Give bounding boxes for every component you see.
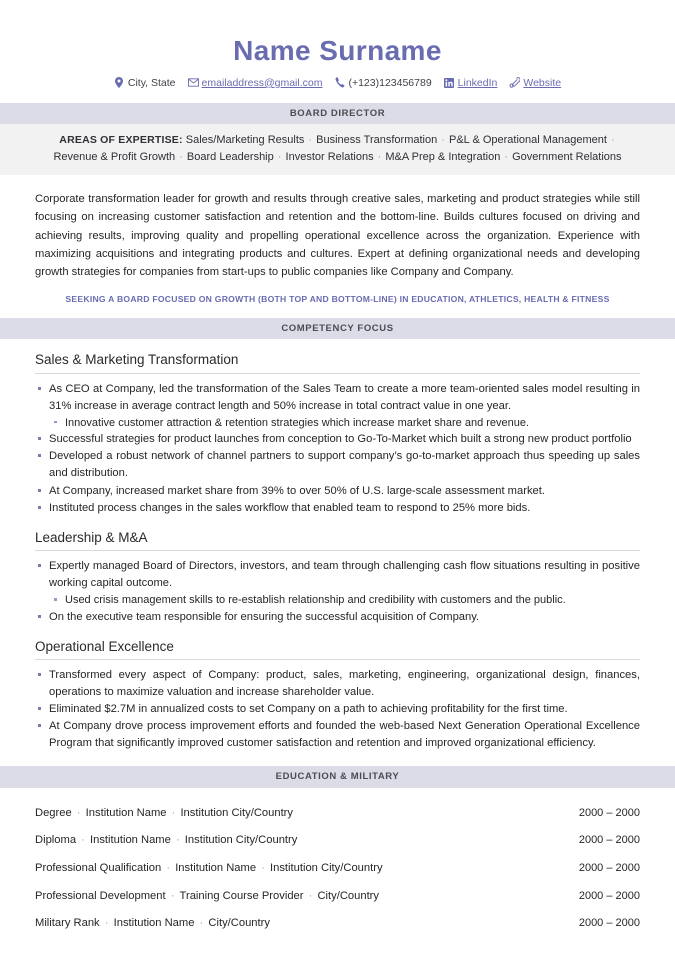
- education-part: City/Country: [208, 917, 270, 930]
- list-item: [35, 701, 640, 718]
- expertise-separator: ·: [438, 134, 448, 147]
- education-part: Institution Name: [113, 917, 195, 930]
- education-separator: ·: [73, 806, 84, 819]
- expertise-item: Investor Relations: [285, 151, 374, 164]
- competency-block-title: Operational Excellence: [35, 638, 640, 661]
- education-row: [35, 827, 640, 855]
- expertise-item: M&A Prep & Integration: [385, 151, 501, 164]
- expertise-item: Business Transformation: [316, 134, 438, 147]
- education-years: 2000 – 2000: [578, 889, 640, 902]
- list-item: [35, 667, 640, 701]
- expertise-separator: ·: [501, 151, 512, 164]
- competency-bullet-list: [35, 558, 640, 626]
- list-item: [35, 483, 640, 500]
- contact-text[interactable]: LinkedIn: [457, 76, 498, 89]
- list-item: [35, 558, 640, 609]
- list-item: [35, 431, 640, 448]
- education-military-bar: EDUCATION & MILITARY: [0, 766, 675, 787]
- objective-statement: SEEKING A BOARD FOCUSED ON GROWTH (BOTH TOP AND BOTTOM-LINE) IN EDUCATION, ATHLETICS, HEALTH & FITNESS: [65, 293, 610, 304]
- education-part: Institution Name: [85, 806, 167, 819]
- expertise-item: Revenue & Profit Growth: [53, 151, 176, 164]
- education-separator: ·: [101, 917, 112, 930]
- competency-block: [0, 638, 675, 753]
- competency-bullet-list: [35, 667, 640, 752]
- list-item: [35, 718, 640, 752]
- education-part: Institution Name: [90, 834, 171, 847]
- location-pin-icon: [114, 77, 125, 88]
- education-row: [35, 855, 640, 883]
- expertise-item: P&L & Operational Management: [449, 134, 607, 147]
- bullet-text: On the executive team responsible for ensuring the successful acquisition of Company.: [49, 610, 480, 623]
- page-title: Name Surname: [233, 35, 442, 66]
- expertise-separator: ·: [374, 151, 385, 164]
- education-years: 2000 – 2000: [578, 806, 640, 819]
- education-row: [35, 883, 640, 911]
- bullet-text: At Company, increased market share from 39% to over 50% of U.S. large-scale assessment market.: [49, 484, 545, 497]
- education-years: 2000 – 2000: [578, 917, 640, 930]
- education-row: [35, 910, 640, 938]
- education-row-details: [35, 889, 379, 905]
- bullet-text: Successful strategies for product launches from conception to Go-To-Market which built a strong new product portfolio: [49, 433, 632, 446]
- paperclip-link-icon: [509, 77, 520, 88]
- phone-icon: [334, 77, 345, 88]
- contact-item-envelope[interactable]: [188, 77, 323, 89]
- resume-header: [0, 0, 675, 89]
- bullet-text: Expertly managed Board of Directors, investors, and team through challenging cash flow situations resulting in positive working capital outcome.: [49, 560, 640, 590]
- contact-item-location-pin: [114, 77, 176, 89]
- expertise-item: Board Leadership: [186, 151, 274, 164]
- expertise-label: AREAS OF EXPERTISE:: [59, 134, 183, 147]
- list-item: [35, 609, 640, 626]
- education-separator: ·: [305, 889, 316, 902]
- list-item: [35, 448, 640, 482]
- education-separator: ·: [168, 806, 179, 819]
- contact-item-paperclip-link[interactable]: [509, 77, 561, 89]
- contact-text: City, State: [127, 76, 176, 89]
- bullet-text: Developed a robust network of channel partners to support company’s go-to-market approach thus speeding up sales and distribution.: [49, 450, 640, 480]
- sub-list-item: Used crisis management skills to re-establish relationship and credibility with customers and the public.: [49, 592, 640, 609]
- expertise-separator: ·: [607, 134, 615, 147]
- education-separator: ·: [78, 834, 88, 847]
- education-part: Institution City/Country: [270, 861, 383, 874]
- education-separator: ·: [196, 917, 207, 930]
- competency-block: [0, 351, 675, 516]
- sub-list-item: Innovative customer attraction & retention strategies which increase market share and revenue.: [49, 415, 640, 432]
- competency-bullet-list: [35, 381, 640, 517]
- education-row-details: [35, 861, 383, 877]
- education-part: Professional Development: [35, 889, 166, 902]
- education-separator: ·: [167, 889, 178, 902]
- competency-block-title: Leadership & M&A: [35, 529, 640, 552]
- contact-item-phone: [334, 77, 431, 89]
- job-title-bar: BOARD DIRECTOR: [0, 103, 675, 124]
- expertise-separator: ·: [274, 151, 285, 164]
- education-row-details: [35, 916, 270, 932]
- bullet-text: Eliminated $2.7M in annualized costs to set Company on a path to achieving profitability for the first time.: [49, 703, 568, 716]
- linkedin-icon: [444, 77, 455, 88]
- education-row: [35, 800, 640, 828]
- education-part: Professional Qualification: [35, 861, 162, 874]
- education-part: Training Course Provider: [179, 889, 304, 902]
- competency-block: [0, 529, 675, 626]
- education-part: Degree: [35, 806, 72, 819]
- education-part: Institution City/Country: [180, 806, 293, 819]
- education-separator: ·: [163, 861, 174, 874]
- contact-text: (+123)123456789: [348, 76, 432, 89]
- competency-sections: [0, 351, 675, 752]
- contact-text[interactable]: Website: [523, 76, 562, 89]
- contact-row: [0, 77, 675, 89]
- areas-of-expertise-band: [0, 124, 675, 175]
- expertise-separator: ·: [305, 134, 316, 147]
- professional-summary: Corporate transformation leader for growth and results through creative sales, marketing and product strategies while still focusing on increasing customer satisfaction and retention and the bottom-line. Builds cultures focused on driving and achieving results, improving quality and propelling operational excellence across the organization. Experience with maximizing acquisitions and integrating products and cultures. Expert at defining organizational needs and developing growth strategies for companies from start-ups to public companies like Company and Company.: [35, 193, 640, 278]
- bullet-text: Transformed every aspect of Company: product, sales, marketing, engineering, organizational design, finances, operations to maximize valuation and increase shareholder value.: [49, 669, 640, 699]
- competency-block-title: Sales & Marketing Transformation: [35, 351, 640, 374]
- education-row-details: [35, 833, 297, 849]
- list-item: [35, 500, 640, 517]
- education-part: Institution Name: [175, 861, 257, 874]
- competency-focus-bar: COMPETENCY FOCUS: [0, 318, 675, 339]
- bullet-text: As CEO at Company, led the transformation of the Sales Team to create a more team-oriented sales model resulting in 31% increase in average contract length and 50% increase in total contract value in one year.: [49, 382, 640, 412]
- education-part: Diploma: [35, 834, 77, 847]
- education-years: 2000 – 2000: [578, 834, 640, 847]
- expertise-item: Sales/Marketing Results: [185, 134, 305, 147]
- contact-text[interactable]: emailaddress@gmail.com: [201, 76, 323, 89]
- education-part: Institution City/Country: [184, 834, 298, 847]
- competency-sub-bullet-list: [49, 592, 640, 609]
- education-list: [0, 800, 675, 938]
- competency-sub-bullet-list: [49, 415, 640, 432]
- expertise-item: Government Relations: [512, 151, 622, 164]
- expertise-separator: ·: [176, 151, 186, 164]
- contact-item-linkedin[interactable]: [444, 77, 498, 89]
- bullet-text: Instituted process changes in the sales workflow that enabled team to respond to 25% more bids.: [49, 501, 531, 514]
- envelope-icon: [188, 77, 199, 88]
- education-separator: ·: [172, 834, 183, 847]
- education-row-details: [35, 806, 293, 822]
- education-separator: ·: [258, 861, 268, 874]
- education-part: Military Rank: [35, 917, 100, 930]
- list-item: [35, 381, 640, 432]
- education-years: 2000 – 2000: [578, 861, 640, 874]
- education-part: City/Country: [317, 889, 380, 902]
- bullet-text: At Company drove process improvement efforts and founded the web-based Next Generation Operational Excellence Program that significantly improved customer satisfaction and retention and improved organizational efficiency.: [49, 720, 640, 750]
